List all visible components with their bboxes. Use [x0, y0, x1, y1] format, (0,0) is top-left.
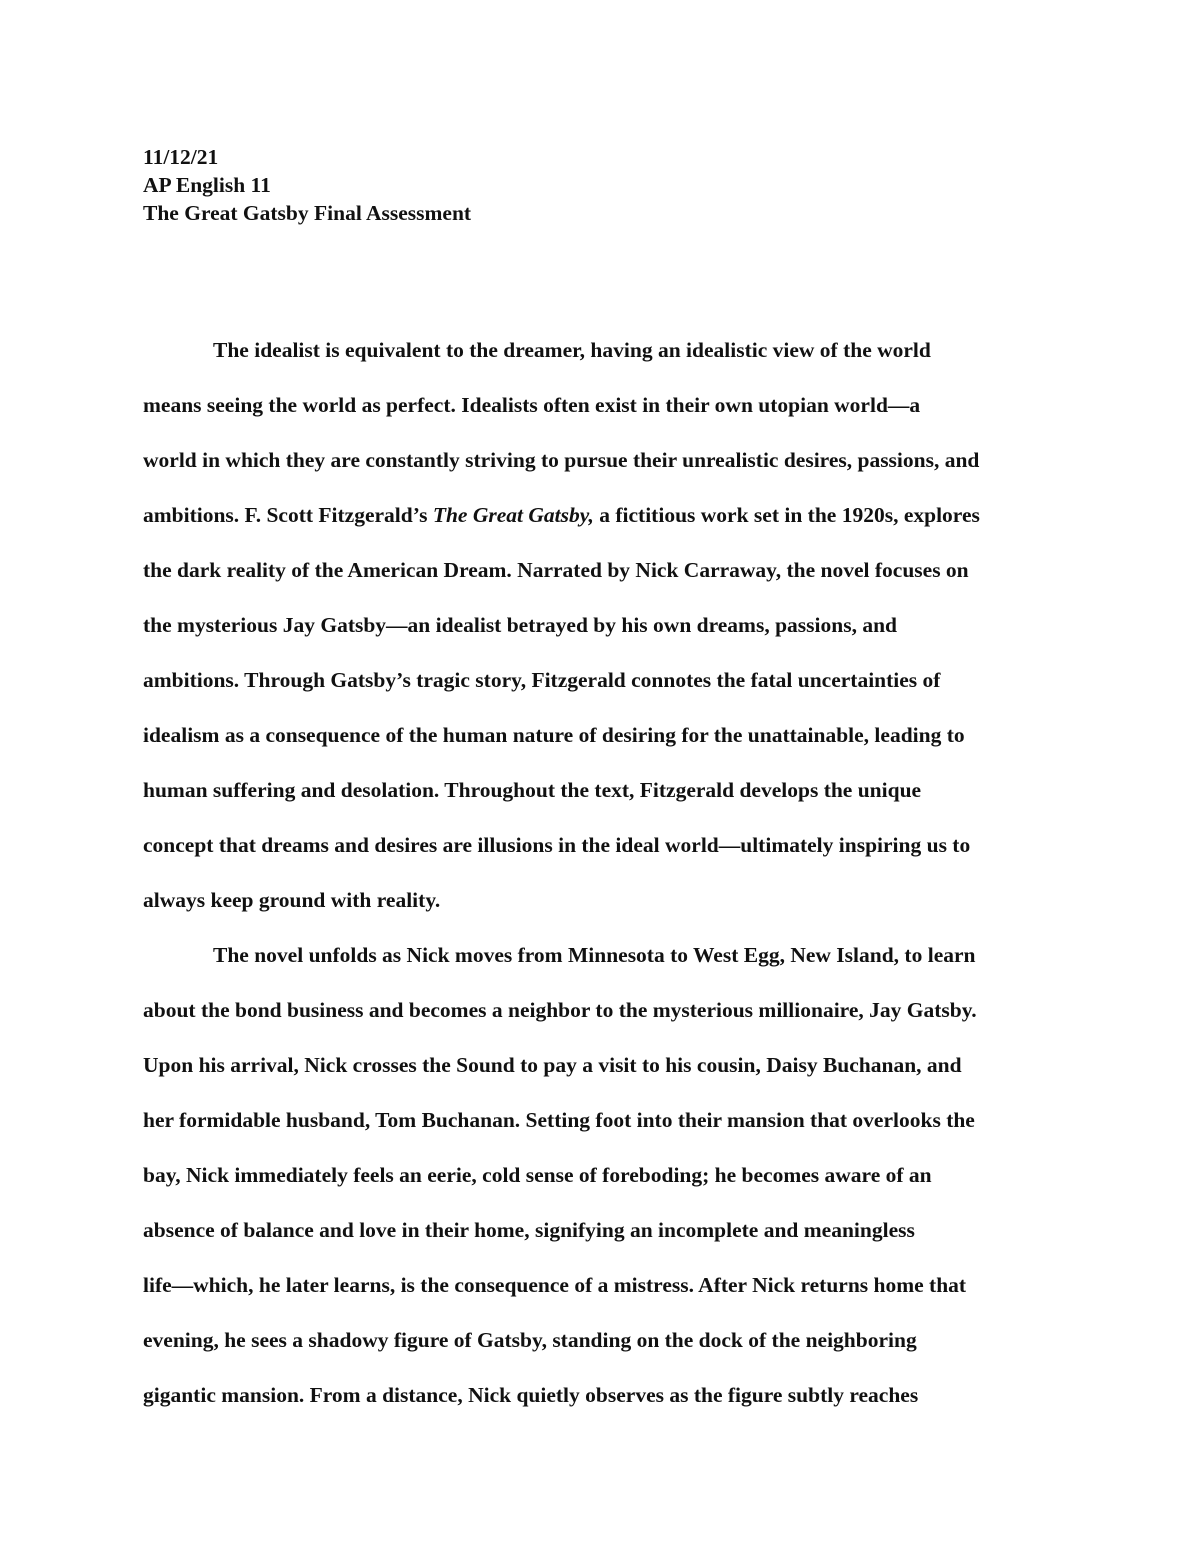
text-line: the dark reality of the American Dream. Narrated by Nick Carraway, the novel focuses on [143, 558, 969, 582]
text-line: world in which they are constantly striving to pursue their unrealistic desires, passions, and [143, 448, 980, 472]
essay-body [143, 334, 1073, 1434]
document-header [143, 143, 471, 227]
assignment-title: The Great Gatsby Final Assessment [143, 201, 472, 225]
text-line: means seeing the world as perfect. Idealists often exist in their own utopian world—a [143, 393, 921, 417]
paragraph-1 [143, 334, 1073, 939]
text-line: idealism as a consequence of the human nature of desiring for the unattainable, leading to [143, 723, 965, 747]
text-line: life—which, he later learns, is the consequence of a mistress. After Nick returns home that [143, 1273, 967, 1297]
text-line: The novel unfolds as Nick moves from Minnesota to West Egg, New Island, to learn [213, 943, 976, 967]
text-line: gigantic mansion. From a distance, Nick quietly observes as the figure subtly reaches [143, 1383, 919, 1407]
text-line: ambitions. Through Gatsby’s tragic story, Fitzgerald connotes the fatal uncertainties of [143, 668, 941, 692]
text-line: always keep ground with reality. [143, 888, 441, 912]
course-line: AP English 11 [143, 173, 271, 197]
text-line [143, 499, 1073, 554]
text-line: Upon his arrival, Nick crosses the Sound to pay a visit to his cousin, Daisy Buchanan, and [143, 1053, 962, 1077]
text-line: The idealist is equivalent to the dreamer, having an idealistic view of the world [213, 338, 931, 362]
text-line: bay, Nick immediately feels an eerie, cold sense of foreboding; he becomes aware of an [143, 1163, 932, 1187]
text-line: her formidable husband, Tom Buchanan. Setting foot into their mansion that overlooks the [143, 1108, 975, 1132]
book-title: The Great Gatsby, [432, 503, 594, 527]
text-line: absence of balance and love in their home, signifying an incomplete and meaningless [143, 1218, 915, 1242]
paragraph-2 [143, 939, 1073, 1434]
text-line: evening, he sees a shadowy figure of Gatsby, standing on the dock of the neighboring [143, 1328, 917, 1352]
text-line: the mysterious Jay Gatsby—an idealist betrayed by his own dreams, passions, and [143, 613, 897, 637]
date-line: 11/12/21 [143, 145, 219, 169]
text-line: concept that dreams and desires are illusions in the ideal world—ultimately inspiring us to [143, 833, 971, 857]
text-segment: ambitions. F. Scott Fitzgerald’s [143, 503, 433, 527]
text-segment: a fictitious work set in the 1920s, explores [593, 503, 980, 527]
text-line: human suffering and desolation. Throughout the text, Fitzgerald develops the unique [143, 778, 922, 802]
text-line: about the bond business and becomes a neighbor to the mysterious millionaire, Jay Gatsby. [143, 998, 977, 1022]
